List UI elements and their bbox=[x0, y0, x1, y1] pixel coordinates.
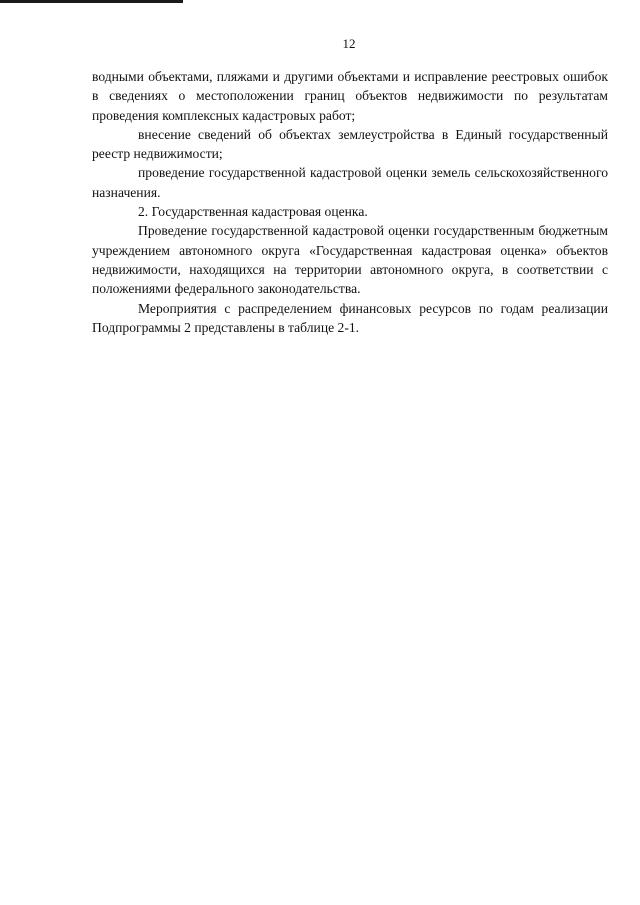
document-body bbox=[92, 67, 608, 337]
paragraph-section-heading: 2. Государственная кадастровая оценка. bbox=[138, 204, 368, 220]
top-edge-rule bbox=[0, 0, 183, 3]
page-number: 12 bbox=[342, 36, 356, 51]
paragraph-agricultural-valuation: проведение государственной кадастровой оценки земель сельскохозяйственного назначения. bbox=[92, 165, 608, 200]
paragraph-land-registry: внесение сведений об объектах землеустройства в Единый государственный реестр недвижимости; bbox=[92, 126, 608, 162]
paragraph-financial-resources: Мероприятия с распределением финансовых ресурсов по годам реализации Подпрограммы 2 представлены в таблице 2-1. bbox=[92, 300, 608, 335]
paragraph-cadastral-valuation: Проведение государственной кадастровой оценки государственным бюджетным учреждением автономного округа «Государственная кадастровая оценка» объектов недвижимости, находящихся на территории автономного округа, в соответствии с положениями федерального законодательства. bbox=[92, 223, 608, 297]
paragraph-continuation: водными объектами, пляжами и другими объектами и исправление реестровых ошибок в сведениях о местоположении границ объектов недвижимости по результатам проведения комплексных кадастровых работ; bbox=[92, 69, 608, 123]
